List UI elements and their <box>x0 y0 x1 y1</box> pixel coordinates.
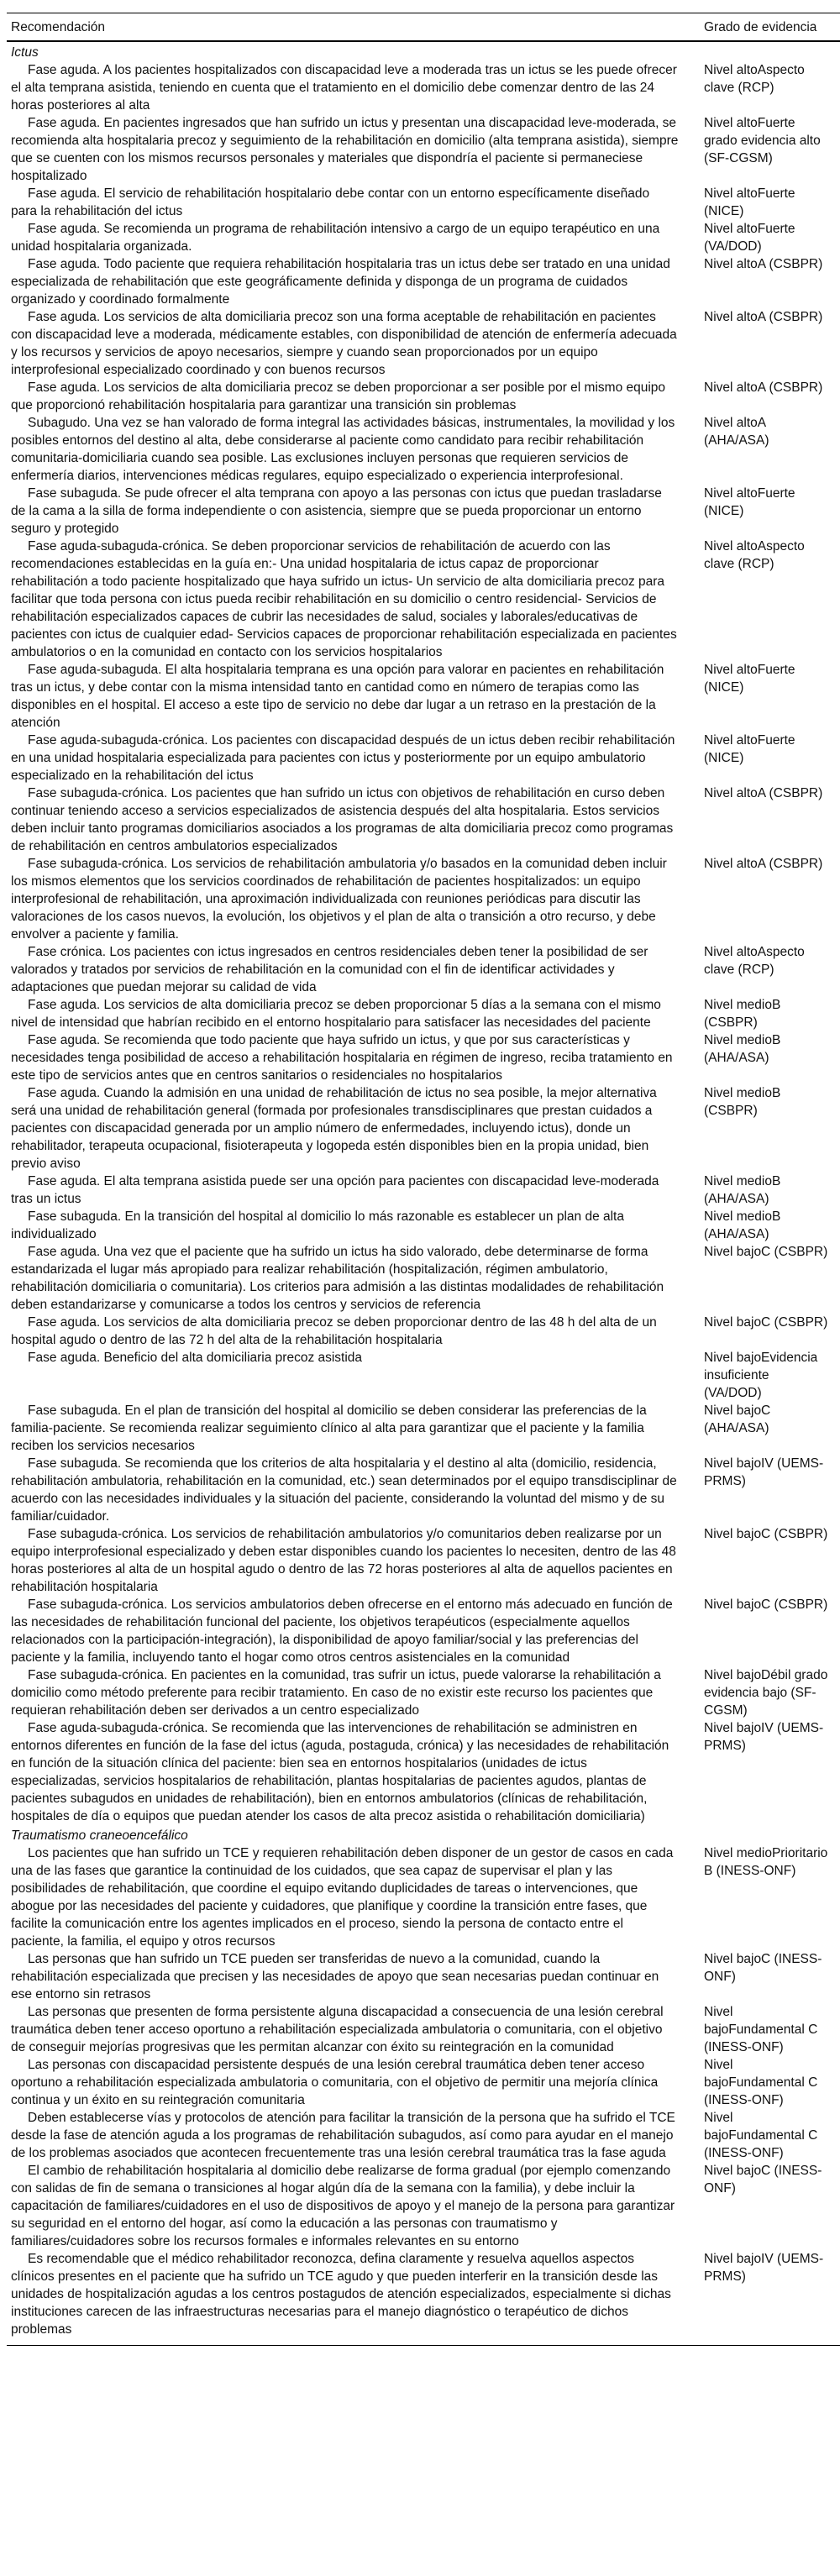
table-row <box>7 61 840 114</box>
evidence-grade: Nivel bajoIV (UEMS-PRMS) <box>704 2252 824 2284</box>
table-row <box>7 1596 840 1666</box>
recommendation-text: Fase subaguda. En la transición del hospital al domicilio lo más razonable es establecer un plan de alta individualizado <box>11 1209 624 1241</box>
recommendation-text: Fase subaguda-crónica. Los servicios de rehabilitación ambulatorios y/o comunitarios deben realizarse por un equipo interprofesional especializado y deben estar disponibles cuando los pacientes lo necesiten, dentro de las 48 horas posteriores al alta de un hospital agudo o dentro de las 72 horas posteriores al alta de aquellos pacientes en rehabilitación hospitalaria <box>11 1527 676 1594</box>
table-row <box>7 538 840 661</box>
table-row <box>7 2109 840 2162</box>
table-row <box>7 2250 840 2338</box>
recommendation-text: Fase subaguda. Se pude ofrecer el alta temprana con apoyo a las personas con ictus que puedan trasladarse de la cama a la silla de forma independiente o con asistencia, siempre que se pueda proporcionar un entorno seguro y protegido <box>11 486 662 536</box>
recommendation-text: Fase aguda-subaguda-crónica. Se deben proporcionar servicios de rehabilitación de acuerdo con las recomendaciones establecidas en la guía en:- Una unidad hospitalaria de ictus capaz de proporcionar rehabilitación a todo paciente hospitalizado que haya sufrido un ictus- Un servicio de alta domiciliaria precoz para facilitar que toda persona con ictus pueda recibir rehabilitación en su domicilio o centro residencial- Servicios de rehabilitación especializados capaces de cubrir las necesidades de salud, sociales y laborales/educativas de pacientes con ictus de cualquier edad- Servicios capaces de proporcionar rehabilitación especializada en pacientes ambulatorios o en la comunidad en contacto con los servicios hospitalarios <box>11 539 677 659</box>
evidence-grade: Nivel altoFuerte (VA/DOD) <box>704 222 795 254</box>
evidence-grade: Nivel bajoFundamental C (INESS-ONF) <box>704 2005 818 2054</box>
table-row <box>7 485 840 538</box>
evidence-grade: Nivel medioB (AHA/ASA) <box>704 1033 781 1065</box>
recommendation-text: Fase aguda. El alta temprana asistida puede ser una opción para pacientes con discapacidad leve-moderada tras un ictus <box>11 1174 659 1206</box>
recommendation-text: Deben establecerse vías y protocolos de atención para facilitar la transición de la persona que ha sufrido el TCE desde la fase de atención aguda a los programas de rehabilitación subagudos, así como para ayudar en el manejo de los problemas asociados que acontecen frecuentemente tras una lesión cerebral traumática tras la fase aguda <box>11 2111 675 2160</box>
evidence-grade: Nivel altoA (AHA/ASA) <box>704 416 769 448</box>
table-body <box>7 42 840 2338</box>
table-row <box>7 1349 840 1402</box>
table-row <box>7 732 840 784</box>
table-row <box>7 1719 840 1825</box>
table-row <box>7 1525 840 1596</box>
recommendation-text: Fase aguda-subaguda. El alta hospitalaria temprana es una opción para valorar en pacientes en rehabilitación tras un ictus, y debe contar con la misma intensidad tanto en cantidad como en número de terapias como las disponibles en el hospital. El acceso a este tipo de servicio no debe dar lugar a un retraso en la prestación de la atención <box>11 663 664 730</box>
recommendation-text: Subagudo. Una vez se han valorado de forma integral las actividades básicas, instrumentales, la movilidad y los posibles entornos del destino al alta, debe considerarse al paciente como candidato para recibir rehabilitación comunitaria-domiciliaria cuando sea posible. Las exclusiones incluyen personas que requieren servicios de enfermería diarios, intervenciones médicas regulares, equipo especializado o experiencia interprofesional. <box>11 416 675 483</box>
table-bottom-rule <box>7 2345 840 2346</box>
evidence-grade: Nivel medioB (CSBPR) <box>704 998 781 1030</box>
evidence-grade: Nivel bajoC (CSBPR) <box>704 1527 828 1541</box>
evidence-grade: Nivel bajoC (CSBPR) <box>704 1315 828 1330</box>
recommendation-text: Fase aguda. Se recomienda un programa de rehabilitación intensivo a cargo de un equipo terapéutico en una unidad hospitalaria organizada. <box>11 222 660 254</box>
recommendation-text: Las personas con discapacidad persistente después de una lesión cerebral traumática deben tener acceso oportuno a rehabilitación especializada ambulatoria o comunitaria, con el objetivo de permitir una mejoría clínica continua y un éxito en su reintegración comunitaria <box>11 2058 659 2107</box>
recommendation-text: Fase subaguda-crónica. Los pacientes que han sufrido un ictus con objetivos de rehabilitación en curso deben continuar teniendo acceso a servicios especializados de asistencia después del alta hospitalaria. Estos servicios deben incluir tanto programas domiciliarios asociados a los programas de alta domiciliaria precoz como programas de rehabilitación en centros ambulatorios especializados <box>11 786 674 853</box>
recommendation-text: Fase aguda. Cuando la admisión en una unidad de rehabilitación de ictus no sea posible, la mejor alternativa será una unidad de rehabilitación general (formada por profesionales transdisciplinares que prestan cuidados a pacientes con discapacidad generada por un amplio número de enfermedades, incluyendo ictus), donde un rehabilitador, terapeuta ocupacional, fisioterapeuta y logopeda estén disponibles bien en la propia unidad, bien previo aviso <box>11 1086 657 1171</box>
evidence-grade: Nivel bajoC (INESS-ONF) <box>704 2164 822 2196</box>
evidence-grade: Nivel bajoFundamental C (INESS-ONF) <box>704 2111 818 2160</box>
evidence-grade: Nivel altoA (CSBPR) <box>704 310 823 324</box>
evidence-grade: Nivel altoAspecto clave (RCP) <box>704 63 805 95</box>
recommendation-text: Fase aguda. Los servicios de alta domiciliaria precoz se deben proporcionar a ser posible por el mismo equipo que proporcionó rehabilitación hospitalaria para garantizar una transición sin problemas <box>11 380 666 412</box>
evidence-grade: Nivel altoA (CSBPR) <box>704 786 823 800</box>
evidence-grade: Nivel bajoC (CSBPR) <box>704 1598 828 1612</box>
evidence-grade: Nivel altoFuerte grado evidencia alto (SF-CGSM) <box>704 116 821 165</box>
evidence-grade: Nivel bajoC (AHA/ASA) <box>704 1403 771 1435</box>
section-heading: Ictus <box>11 45 39 60</box>
table-row <box>7 1844 840 1950</box>
table-row <box>7 414 840 485</box>
recommendation-text: Las personas que han sufrido un TCE pueden ser transferidas de nuevo a la comunidad, cuando la rehabilitación especializada que precisen y las necesidades de apoyo que sean necesarias puedan continuar en ese entorno sin retrasos <box>11 1952 659 2002</box>
evidence-grade: Nivel medioB (CSBPR) <box>704 1086 781 1118</box>
table-row <box>7 1031 840 1084</box>
table-row <box>7 1402 840 1455</box>
table-row <box>7 1314 840 1349</box>
evidence-grade: Nivel bajoIV (UEMS-PRMS) <box>704 1456 824 1488</box>
recommendation-text: Los pacientes que han sufrido un TCE y requieren rehabilitación deben disponer de un gestor de casos en cada una de las fases que garantice la continuidad de los cuidados, que sea capaz de supervisar el plan y las posibilidades de rehabilitación, que coordine el equipo evitando duplicidades de tareas o intervenciones, que abogue por las necesidades del paciente y cuidadores, que planifique y coordine la transición entre fases, que facilite la comunicación entre los agentes implicados en el proceso, siendo la persona de contacto entre el paciente, la familia, el equipo y otros recursos <box>11 1846 674 1949</box>
table-row <box>7 855 840 943</box>
table-row <box>7 220 840 255</box>
section-heading: Traumatismo craneoencefálico <box>11 1828 188 1843</box>
recommendation-text: Fase aguda. Los servicios de alta domiciliaria precoz se deben proporcionar dentro de las 48 h del alta de un hospital agudo o dentro de las 72 h del alta de la rehabilitación hospitalaria <box>11 1315 657 1347</box>
table-row <box>7 2003 840 2056</box>
recommendation-text: Fase crónica. Los pacientes con ictus ingresados en centros residenciales deben tener la posibilidad de ser valorados y tratados por servicios de rehabilitación en la comunidad con el fin de identificar actividades y adaptaciones que puedan mejorar su calidad de vida <box>11 945 648 994</box>
evidence-grade: Nivel altoA (CSBPR) <box>704 857 823 871</box>
evidence-grade: Nivel medioPrioritario B (INESS-ONF) <box>704 1846 828 1878</box>
recommendation-text: Fase aguda. Una vez que el paciente que ha sufrido un ictus ha sido valorado, debe determinarse de forma estandarizada el lugar más apropiado para realizar rehabilitación (hospitalización, régimen ambulatorio, rehabilitación domiciliaria o comunitaria). Los criterios para admisión a las distintas modalidades de rehabilitación deben estandarizarse y comunicarse a todos los centros y servicios de referencia <box>11 1245 664 1312</box>
recommendation-text: Fase subaguda-crónica. Los servicios de rehabilitación ambulatoria y/o basados en la comunidad deben incluir los mismos elementos que los servicios coordinados de rehabilitación de pacientes hospitalizados: un equipo interprofesional de rehabilitación, una aproximación individualizada con reuniones periódicas para discutir las valoraciones de los casos nuevos, la evolución, los objetivos y el plan de alta o transición a otro recurso, y debe envolver a paciente y familia. <box>11 857 667 942</box>
recommendation-text: Fase aguda. A los pacientes hospitalizados con discapacidad leve a moderada tras un ictus se les puede ofrecer el alta temprana asistida, teniendo en cuenta que el tratamiento en el domicilio debe comenzar dentro de las 24 horas posteriores al alta <box>11 63 677 113</box>
evidence-grade: Nivel altoFuerte (NICE) <box>704 186 795 218</box>
table-row <box>7 379 840 414</box>
table-row <box>7 661 840 732</box>
header-evidence-grade: Grado de evidencia <box>704 20 817 34</box>
evidence-grade: Nivel bajoEvidencia insuficiente (VA/DOD) <box>704 1351 818 1400</box>
table-row <box>7 996 840 1031</box>
recommendation-text: Fase aguda. El servicio de rehabilitación hospitalario debe contar con un entorno específicamente diseñado para la rehabilitación del ictus <box>11 186 650 218</box>
evidence-grade: Nivel bajoIV (UEMS-PRMS) <box>704 1721 824 1753</box>
evidence-grade: Nivel altoFuerte (NICE) <box>704 486 795 518</box>
recommendation-text: Fase aguda. Se recomienda que todo paciente que haya sufrido un ictus, y que por sus características y necesidades tenga posibilidad de acceso a rehabilitación hospitalaria en régimen de ingreso, reciba tratamiento en este tipo de servicios antes que en centros sanitarios o residenciales no hospitalarios <box>11 1033 673 1083</box>
table-row <box>7 1084 840 1173</box>
recommendation-text: Fase aguda. Los servicios de alta domiciliaria precoz son una forma aceptable de rehabilitación en pacientes con discapacidad leve a moderada, médicamente estables, con disponibilidad de atención de enfermería adecuada y los recursos y servicios de apoyo necesarios, siempre y cuando sean proporcionados por un equipo interprofesional especializado coordinado y con buenos recursos <box>11 310 677 377</box>
recommendation-text: Es recomendable que el médico rehabilitador reconozca, defina claramente y resuelva aquellos aspectos clínicos presentes en el paciente que ha sufrido un TCE agudo y que pueden interferir en la transición desde las unidades de hospitalización agudas a los centros postagudos de atención especializados, especialmente si dichas instituciones carecen de las infraestructuras necesarias para el manejo diagnóstico o terapéutico de dichos problemas <box>11 2252 671 2337</box>
recommendations-table <box>7 0 840 2346</box>
table-row <box>7 308 840 379</box>
recommendation-text: Fase aguda-subaguda-crónica. Se recomienda que las intervenciones de rehabilitación se administren en entornos diferentes en función de la fase del ictus (aguda, postaguda, crónica) y las necesidades de rehabilitación en función de la situación clínica del paciente: bien sea en entornos hospitalarios (unidades de ictus especializadas, servicios hospitalarios de rehabilitación, plantas hospitalarias de pacientes agudos, plantas de pacientes subagudos en unidades de rehabilitación), bien en entornos ambulatorios (clínicas de rehabilitación, hospitales de día o equipos que puedan atender los casos de alta precoz asistida o rehabilitación domiciliaria) <box>11 1721 669 1823</box>
evidence-grade: Nivel bajoC (CSBPR) <box>704 1245 828 1259</box>
header-recommendation: Recomendación <box>11 20 106 34</box>
recommendation-text: Fase subaguda. En el plan de transición del hospital al domicilio se deben considerar las preferencias de la familia-paciente. Se recomienda realizar seguimiento clínico al alta para garantizar que el paciente y la familia reciben los servicios necesarios <box>11 1403 647 1453</box>
table-header <box>7 13 840 40</box>
evidence-grade: Nivel bajoC (INESS-ONF) <box>704 1952 822 1984</box>
table-row <box>7 1950 840 2003</box>
recommendation-text: Fase subaguda-crónica. Los servicios ambulatorios deben ofrecerse en el entorno más adecuado en función de las necesidades de rehabilitación funcional del paciente, los objetivos terapéuticos (especialmente aquellos relacionados con la participación-integración), la disponibilidad de apoyo familiar/social y las preferencias del paciente y la familia, incluyendo tanto el hogar como otros centros asistenciales en la comunidad <box>11 1598 673 1665</box>
recommendation-text: El cambio de rehabilitación hospitalaria al domicilio debe realizarse de forma gradual (por ejemplo comenzando con salidas de fin de semana o transiciones al hogar algún día de la semana con la familia), y debe incluir la capacitación de familiares/cuidadores en el uso de dispositivos de apoyo y el manejo de la persona para garantizar su seguridad en el entorno del hogar, así como la educación a las personas con traumatismo y familiares/cuidadores sobre los recursos formales e informales relevantes en su entorno <box>11 2164 675 2248</box>
recommendation-text: Fase aguda. Beneficio del alta domiciliaria precoz asistida <box>28 1351 363 1365</box>
evidence-grade: Nivel bajoDébil grado evidencia bajo (SF-CGSM) <box>704 1668 828 1718</box>
recommendation-text: Fase aguda. Los servicios de alta domiciliaria precoz se deben proporcionar 5 días a la semana con el mismo nivel de intensidad que habrían recibido en el entorno hospitalario para satisfacer las necesidades del paciente <box>11 998 661 1030</box>
recommendation-text: Fase aguda. Todo paciente que requiera rehabilitación hospitalaria tras un ictus debe ser tratado en una unidad especializada de rehabilitación que este geográficamente definida y disponga de un programa de cuidados organizado y coordinado formalmente <box>11 257 670 307</box>
table-row <box>7 255 840 308</box>
evidence-grade: Nivel medioB (AHA/ASA) <box>704 1209 781 1241</box>
table-row <box>7 1666 840 1719</box>
recommendation-text: Fase subaguda-crónica. En pacientes en la comunidad, tras sufrir un ictus, puede valorarse la rehabilitación a domicilio como método preferente para recibir tratamiento. En caso de no existir este recurso los pacientes que requieran rehabilitación deben ser derivados a un centro especializado <box>11 1668 661 1718</box>
table-row <box>7 1243 840 1314</box>
table-row <box>7 1208 840 1243</box>
evidence-grade: Nivel altoFuerte (NICE) <box>704 663 795 695</box>
recommendation-text: Fase subaguda. Se recomienda que los criterios de alta hospitalaria y el destino al alta (domicilio, residencia, rehabilitación ambulatoria, rehabilitación en la comunidad, etc.) sean determinados por el equipo transdisciplinar de acuerdo con las necesidades individuales y la situación del paciente, considerando la voluntad del mismo y de su familiar/cuidador. <box>11 1456 677 1524</box>
table-row <box>7 1173 840 1208</box>
evidence-grade: Nivel medioB (AHA/ASA) <box>704 1174 781 1206</box>
recommendation-text: Fase aguda. En pacientes ingresados que han sufrido un ictus y presentan una discapacidad leve-moderada, se recomienda alta hospitalaria precoz y seguimiento de la rehabilitación en domicilio (alta temprana asistida), siempre que se cuenten con los mismos recursos personales y materiales que dispondría el paciente si permaneciese hospitalizado <box>11 116 679 183</box>
table-row <box>7 784 840 855</box>
table-row <box>7 2056 840 2109</box>
table-row <box>7 943 840 996</box>
evidence-grade: Nivel altoAspecto clave (RCP) <box>704 539 805 571</box>
evidence-grade: Nivel altoA (CSBPR) <box>704 380 823 395</box>
table-row <box>7 2162 840 2250</box>
evidence-grade: Nivel altoA (CSBPR) <box>704 257 823 271</box>
recommendation-text: Las personas que presenten de forma persistente alguna discapacidad a consecuencia de una lesión cerebral traumática deben tener acceso oportuno a rehabilitación especializada ambulatoria o comunitaria, con el objetivo de conseguir mejorías progresivas que les permitan alcanzar con éxito su reintegración en la comunidad <box>11 2005 664 2054</box>
evidence-grade: Nivel altoFuerte (NICE) <box>704 733 795 765</box>
table-row <box>7 114 840 185</box>
table-row <box>7 1455 840 1525</box>
evidence-grade: Nivel altoAspecto clave (RCP) <box>704 945 805 977</box>
table-row <box>7 185 840 220</box>
recommendation-text: Fase aguda-subaguda-crónica. Los pacientes con discapacidad después de un ictus deben recibir rehabilitación en una unidad hospitalaria especializada para pacientes con ictus y posteriormente por un equipo ambulatorio especializado en la rehabilitación del ictus <box>11 733 675 783</box>
evidence-grade: Nivel bajoFundamental C (INESS-ONF) <box>704 2058 818 2107</box>
